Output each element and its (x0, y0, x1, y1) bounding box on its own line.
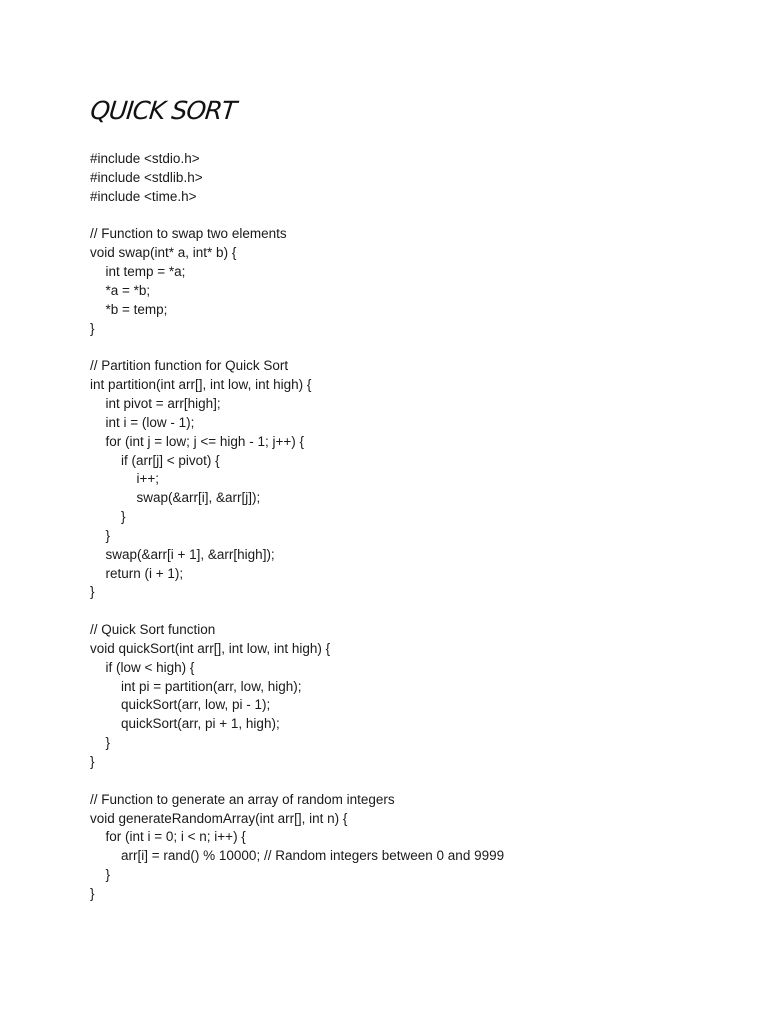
code-line: if (low < high) { (105, 659, 195, 675)
code-line: } (90, 320, 95, 336)
code-line: *b = temp; (105, 301, 168, 317)
code-line: i++; (136, 471, 160, 487)
code-line: } (105, 735, 111, 751)
code-line: arr[i] = rand() % 10000; // Random integers between 0 and 9999 (121, 848, 505, 864)
document-title: QUICK SORT (88, 96, 238, 125)
code-line: } (90, 885, 95, 901)
code-line: } (121, 509, 126, 525)
code-line: void generateRandomArray(int arr[], int n) { (90, 810, 348, 826)
code-line: } (90, 584, 95, 600)
blank-line (90, 207, 504, 226)
code-line: // Function to swap two elements (90, 226, 287, 242)
code-line: int partition(int arr[], int low, int high) { (90, 377, 312, 393)
code-line: #include <stdio.h> (90, 151, 200, 166)
blank-line (90, 602, 504, 621)
code-line: quickSort(arr, low, pi - 1); (121, 697, 271, 713)
code-line: } (105, 527, 111, 543)
code-line: int temp = *a; (105, 264, 186, 280)
code-line: #include <time.h> (90, 188, 197, 204)
code-line: swap(&arr[i], &arr[j]); (136, 490, 261, 506)
code-line: // Function to generate an array of random integers (90, 791, 395, 807)
code-listing (90, 150, 504, 904)
code-line: int pivot = arr[high]; (105, 395, 221, 411)
blank-line (90, 338, 504, 357)
code-line: return (i + 1); (105, 565, 184, 581)
blank-line (90, 772, 504, 791)
code-line: for (int i = 0; i < n; i++) { (105, 829, 246, 845)
code-line: } (90, 754, 95, 769)
code-line: swap(&arr[i + 1], &arr[high]); (105, 546, 275, 562)
code-line: // Partition function for Quick Sort (90, 358, 289, 374)
code-line: int pi = partition(arr, low, high); (121, 678, 302, 694)
code-line: // Quick Sort function (90, 622, 216, 638)
code-line: int i = (low - 1); (105, 414, 195, 430)
code-line: quickSort(arr, pi + 1, high); (121, 716, 280, 732)
code-line: *a = *b; (105, 282, 151, 298)
code-line: } (105, 867, 111, 883)
code-line: if (arr[j] < pivot) { (121, 452, 220, 468)
code-line: void swap(int* a, int* b) { (90, 245, 237, 261)
code-line: #include <stdlib.h> (90, 169, 203, 185)
code-line: void quickSort(int arr[], int low, int high) { (90, 640, 331, 656)
code-line: for (int j = low; j <= high - 1; j++) { (105, 433, 304, 449)
